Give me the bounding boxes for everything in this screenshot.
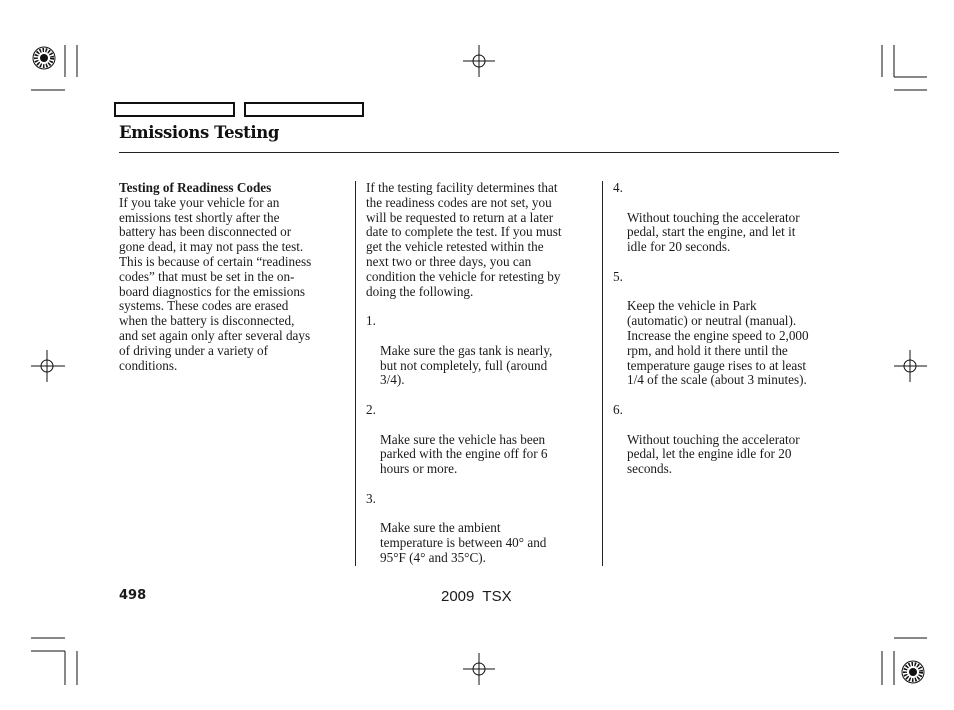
step-text: Without touching the accelerator pedal, start the engine, and let it idle for 20 seconds.: [627, 209, 800, 255]
step-text: Make sure the gas tank is nearly, but not completely, full (around 3/4).: [380, 342, 553, 388]
column-3: [613, 181, 845, 477]
list-item: [366, 492, 598, 566]
step-number: 2.: [366, 401, 376, 417]
body-paragraph: If the testing facility determines that the readiness codes are not set, you will be requested to return at a later date to complete the test. If you must get the vehicle retested within the next two or three days, you can condition the vehicle for retesting by doing the following.: [366, 180, 562, 299]
page-title: Emissions Testing: [119, 123, 279, 142]
step-text: Keep the vehicle in Park (automatic) or neutral (manual). Increase the engine speed to 2,000 rpm, and hold it there until the temperature gauge rises to at least 1/4 of the scale (about 3 minutes).: [627, 298, 809, 388]
section-tab-box: [244, 102, 364, 117]
step-number: 5.: [613, 268, 623, 284]
column-divider: [355, 181, 356, 566]
step-number: 4.: [613, 180, 623, 195]
step-text: Make sure the ambient temperature is between 40° and 95°F (4° and 35°C).: [380, 520, 547, 565]
list-item: [613, 403, 845, 477]
list-item: [366, 314, 598, 388]
footer-model-label: 2009 TSX: [441, 588, 512, 605]
column-divider: [602, 181, 603, 566]
list-item: [613, 270, 845, 388]
list-item: [613, 181, 845, 255]
registration-target-icon: [33, 47, 55, 69]
column-2: [366, 181, 598, 566]
title-rule: [119, 152, 839, 153]
registration-target-icon: [902, 661, 924, 683]
section-tab-box: [114, 102, 235, 117]
column-1: [119, 181, 351, 373]
step-number: 3.: [366, 490, 376, 506]
step-text: Without touching the accelerator pedal, let the engine idle for 20 seconds.: [627, 431, 800, 477]
body-paragraph: If you take your vehicle for an emissions test shortly after the battery has been disconnected or gone dead, it may not pass the test. This is because of certain “readiness codes” that must be set in the on- board diagnostics for the emissions systems. These codes are erased when the battery is disconnected, and set again only after several days of driving under a variety of conditions.: [119, 194, 312, 373]
subsection-heading: Testing of Readiness Codes: [119, 180, 272, 195]
step-number: 6.: [613, 401, 623, 417]
page-number: 498: [119, 588, 147, 603]
step-text: Make sure the vehicle has been parked with the engine off for 6 hours or more.: [380, 431, 548, 477]
list-item: [366, 403, 598, 477]
step-number: 1.: [366, 313, 376, 329]
